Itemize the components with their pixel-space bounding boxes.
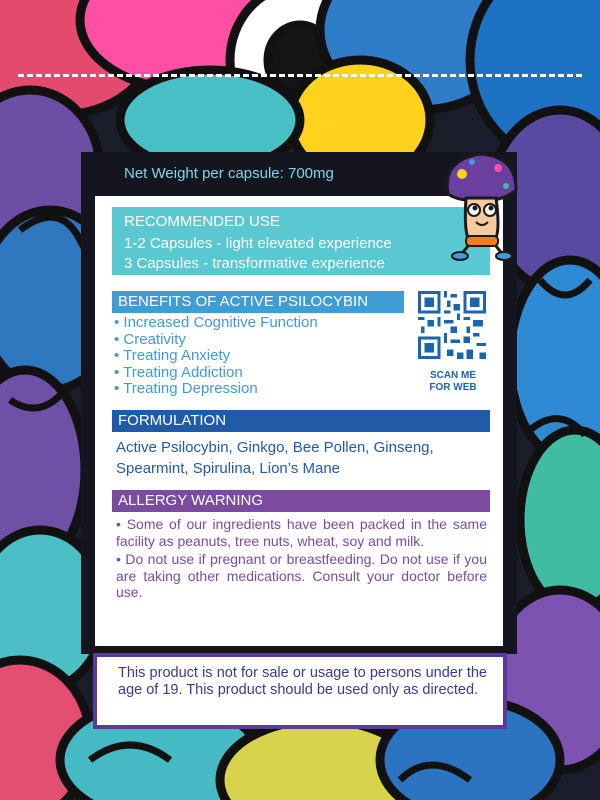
recommended-use-box	[112, 207, 490, 275]
mushroom-mascot-icon	[442, 150, 522, 262]
formulation-heading: FORMULATION	[112, 410, 490, 432]
qr-caption	[416, 370, 490, 394]
qr-caption-line1: SCAN ME	[429, 370, 477, 381]
allergy-text	[116, 516, 487, 603]
benefit-item: • Increased Cognitive Function	[114, 314, 318, 331]
allergy-heading: ALLERGY WARNING	[112, 490, 490, 512]
benefit-item: • Treating Anxiety	[114, 347, 231, 364]
net-weight: Net Weight per capsule: 700mg	[124, 165, 334, 182]
qr-code-icon[interactable]	[418, 291, 486, 359]
qr-caption-line2: FOR WEB	[429, 382, 477, 393]
formulation-text: Active Psilocybin, Ginkgo, Bee Pollen, Ginseng, Spearmint, Spirulina, Lion’s Mane	[116, 439, 434, 477]
allergy-text-2: • Do not use if pregnant or breastfeeding. Do not use if you are taking other medications. Consult your doctor before use.	[116, 551, 487, 600]
benefits-heading: BENEFITS OF ACTIVE PSILOCYBIN	[112, 291, 404, 313]
age-notice-text: This product is not for sale or usage to persons under the age of 19. This product should be used only as directed.	[118, 665, 487, 698]
benefits-list	[114, 315, 318, 398]
cut-line	[18, 74, 582, 77]
benefit-item: • Treating Depression	[114, 380, 258, 397]
recommended-use-heading: RECOMMENDED USE	[124, 213, 280, 230]
allergy-text-1: • Some of our ingredients have been packed in the same facility as peanuts, tree nuts, wheat, soy and milk.	[116, 516, 487, 549]
benefit-item: • Creativity	[114, 330, 186, 348]
benefit-item: • Treating Addiction	[114, 363, 243, 381]
recommended-use-line1: 1-2 Capsules - light elevated experience	[124, 235, 392, 252]
recommended-use-line2: 3 Capsules - transformative experience	[124, 255, 385, 272]
